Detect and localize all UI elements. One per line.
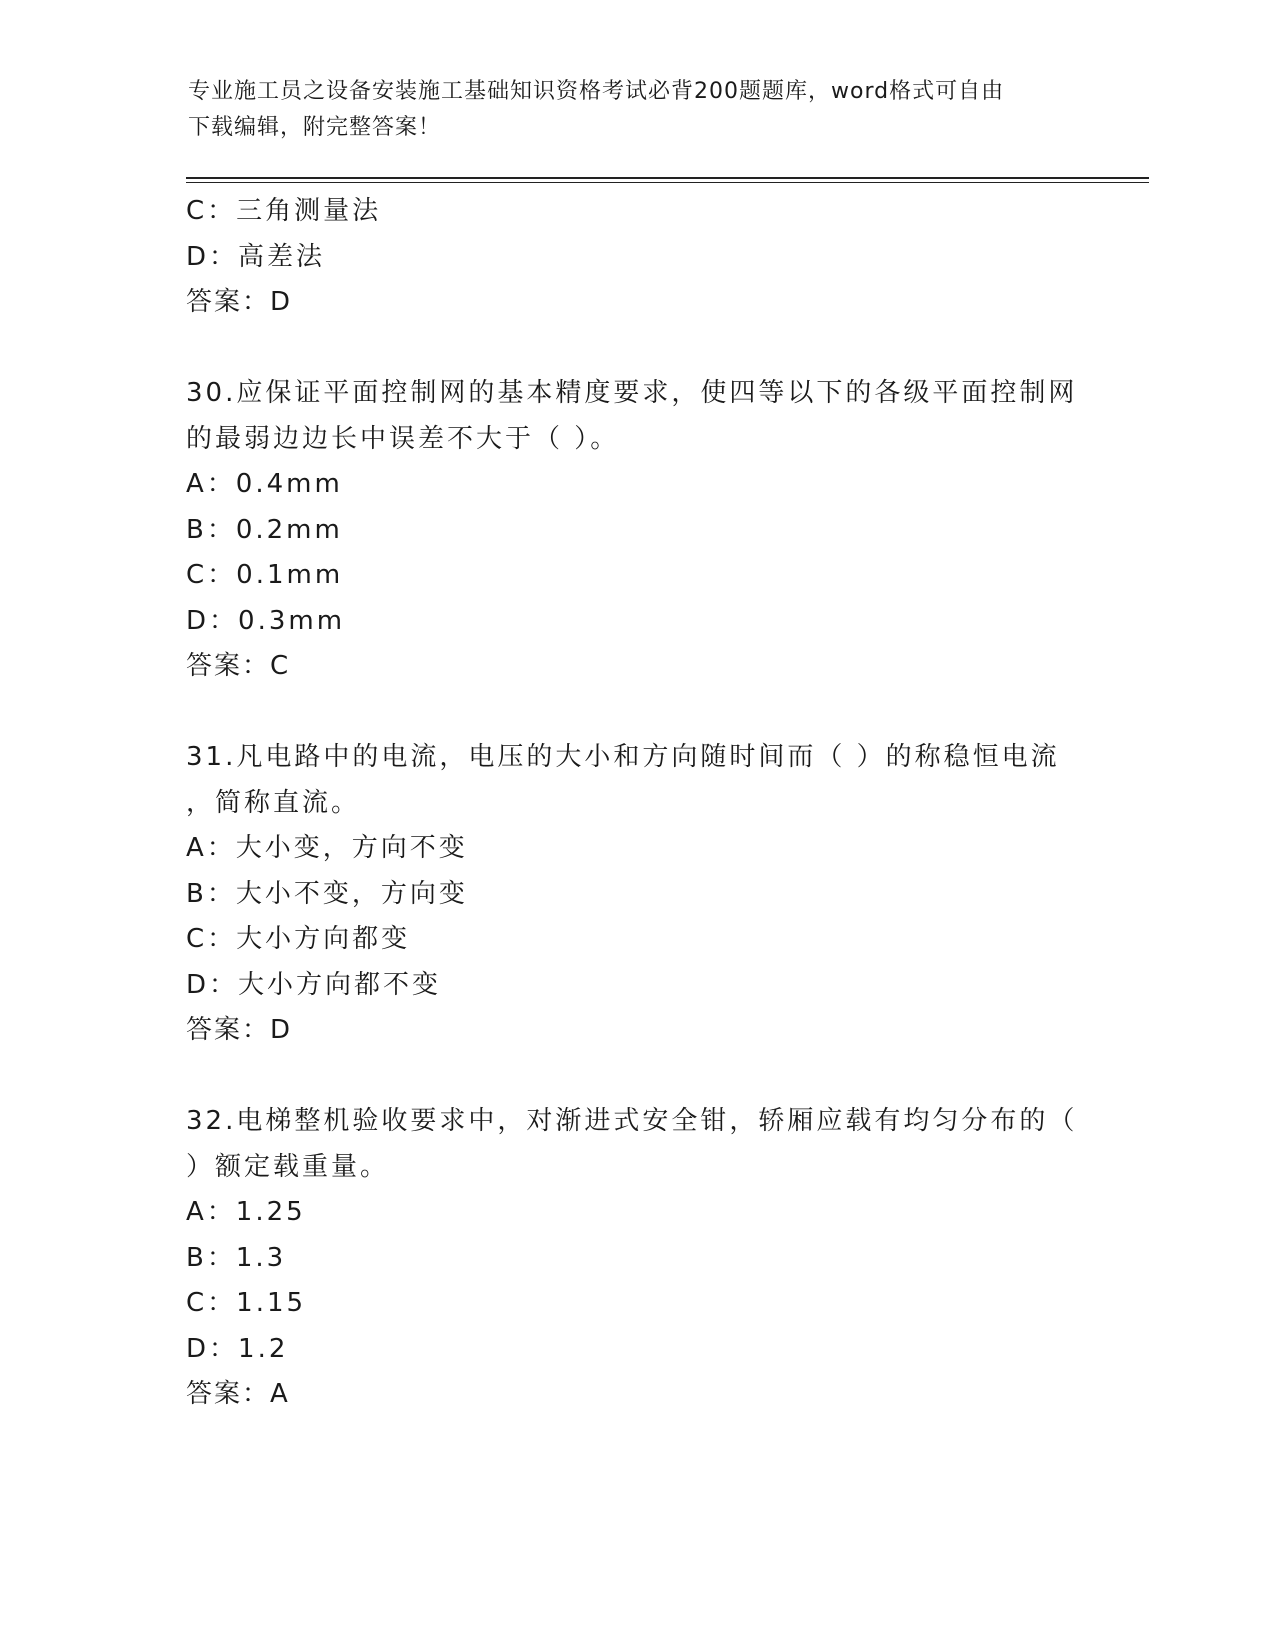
header-line: 专业施工员之设备安装施工基础知识资格考试必背200题题库，word格式可自由 <box>188 79 1005 104</box>
document-header <box>188 74 1088 146</box>
answer-line: 答案：C <box>186 651 291 681</box>
question-stem: ）额定载重量。 <box>186 1151 390 1182</box>
header-divider <box>186 177 1149 179</box>
question-stem: 32.电梯整机验收要求中，对渐进式安全钳，轿厢应载有均匀分布的（ <box>186 1106 1078 1136</box>
option-b: B：1.3 <box>186 1242 287 1273</box>
spacer <box>186 690 1086 736</box>
question-list <box>186 189 1086 1418</box>
header-line: 下载编辑，附完整答案！ <box>188 115 442 140</box>
spacer <box>186 326 1086 372</box>
option-c: C：0.1mm <box>186 560 344 590</box>
question-stem: 的最弱边边长中误差不大于（ ）。 <box>186 423 620 454</box>
question-29-tail <box>186 189 1086 326</box>
option-d: D：1.2 <box>186 1333 289 1364</box>
question-stem: 30.应保证平面控制网的基本精度要求，使四等以下的各级平面控制网 <box>186 378 1078 408</box>
option-a: A：大小变，方向不变 <box>186 833 468 863</box>
question-stem: 31.凡电路中的电流，电压的大小和方向随时间而（ ）的称稳恒电流 <box>186 742 1060 772</box>
option-b: B：大小不变，方向变 <box>186 878 468 909</box>
question-30 <box>186 371 1086 690</box>
answer-line: 答案：A <box>186 1379 290 1409</box>
question-stem: ，简称直流。 <box>186 787 361 818</box>
option-b: B：0.2mm <box>186 514 343 545</box>
option-a: A：1.25 <box>186 1197 306 1227</box>
option-c: C：1.15 <box>186 1288 307 1318</box>
option-c: C：大小方向都变 <box>186 924 411 954</box>
spacer <box>186 1054 1086 1100</box>
option-d: D：高差法 <box>186 241 326 272</box>
header-divider-thin <box>186 182 1149 183</box>
question-31 <box>186 735 1086 1054</box>
option-d: D：大小方向都不变 <box>186 969 442 1000</box>
answer-line: 答案：D <box>186 287 293 317</box>
option-d: D：0.3mm <box>186 605 346 636</box>
question-32 <box>186 1099 1086 1418</box>
option-a: A：0.4mm <box>186 469 343 499</box>
answer-line: 答案：D <box>186 1015 293 1045</box>
option-c: C：三角测量法 <box>186 196 382 226</box>
